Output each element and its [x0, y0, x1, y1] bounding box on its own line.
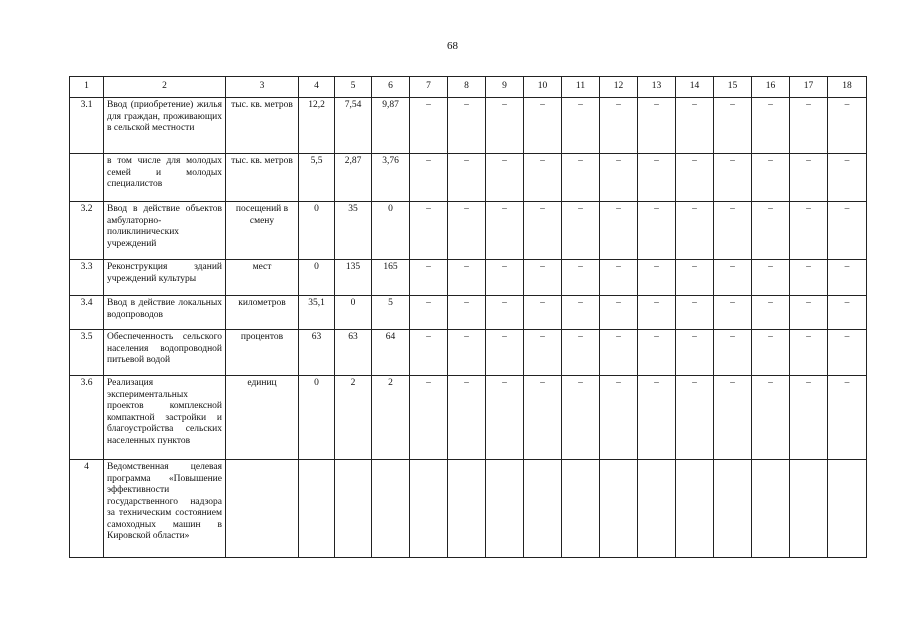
column-header: 4 [299, 77, 335, 98]
dash-cell: – [524, 330, 562, 376]
row-number-cell: 3.2 [70, 202, 104, 260]
dash-cell: – [790, 202, 828, 260]
value-cell: 7,54 [335, 98, 372, 154]
dash-cell: – [448, 98, 486, 154]
table-row [70, 296, 867, 330]
dash-cell: – [524, 260, 562, 296]
dash-cell: – [600, 202, 638, 260]
dash-cell: – [676, 296, 714, 330]
page-number: 68 [447, 40, 458, 52]
column-header: 16 [752, 77, 790, 98]
dash-cell: – [562, 202, 600, 260]
value-cell: 0 [335, 296, 372, 330]
table-row [70, 202, 867, 260]
column-header: 3 [226, 77, 299, 98]
dash-cell: – [562, 330, 600, 376]
indicator-name-cell: Реализация экспериментальных проектов комплексной компактной застройки и благоустройства сельских населенных пунктов [104, 376, 226, 460]
dash-cell: – [410, 202, 448, 260]
dash-cell: – [562, 296, 600, 330]
unit-cell: мест [226, 260, 299, 296]
value-cell: 0 [372, 202, 410, 260]
dash-cell: – [752, 330, 790, 376]
dash-cell: – [410, 330, 448, 376]
dash-cell [486, 460, 524, 558]
dash-cell: – [676, 260, 714, 296]
table-body [70, 98, 867, 558]
column-header: 18 [828, 77, 867, 98]
dash-cell: – [524, 296, 562, 330]
dash-cell: – [524, 202, 562, 260]
dash-cell: – [562, 154, 600, 202]
table-row [70, 460, 867, 558]
dash-cell: – [448, 376, 486, 460]
unit-cell [226, 460, 299, 558]
table-row [70, 330, 867, 376]
dash-cell: – [790, 296, 828, 330]
value-cell: 2 [335, 376, 372, 460]
dash-cell: – [714, 98, 752, 154]
value-cell: 135 [335, 260, 372, 296]
indicators-table [69, 76, 867, 558]
dash-cell: – [638, 330, 676, 376]
column-header: 7 [410, 77, 448, 98]
dash-cell: – [638, 98, 676, 154]
value-cell [335, 460, 372, 558]
dash-cell: – [410, 98, 448, 154]
value-cell [372, 460, 410, 558]
dash-cell: – [524, 154, 562, 202]
column-header: 8 [448, 77, 486, 98]
dash-cell: – [486, 154, 524, 202]
dash-cell [638, 460, 676, 558]
dash-cell: – [752, 260, 790, 296]
dash-cell [714, 460, 752, 558]
dash-cell: – [676, 154, 714, 202]
dash-cell: – [790, 154, 828, 202]
column-header: 1 [70, 77, 104, 98]
value-cell: 63 [299, 330, 335, 376]
dash-cell: – [790, 98, 828, 154]
unit-cell: посещений в смену [226, 202, 299, 260]
value-cell [299, 460, 335, 558]
table-row [70, 98, 867, 154]
value-cell: 0 [299, 260, 335, 296]
dash-cell: – [828, 98, 867, 154]
dash-cell: – [638, 376, 676, 460]
value-cell: 12,2 [299, 98, 335, 154]
dash-cell: – [600, 98, 638, 154]
dash-cell: – [790, 330, 828, 376]
unit-cell: километров [226, 296, 299, 330]
table-row [70, 376, 867, 460]
dash-cell: – [486, 330, 524, 376]
value-cell: 9,87 [372, 98, 410, 154]
unit-cell: тыс. кв. метров [226, 154, 299, 202]
table-row [70, 260, 867, 296]
dash-cell: – [638, 154, 676, 202]
column-header: 12 [600, 77, 638, 98]
dash-cell: – [752, 376, 790, 460]
dash-cell: – [790, 376, 828, 460]
column-header: 15 [714, 77, 752, 98]
dash-cell: – [410, 154, 448, 202]
dash-cell: – [676, 376, 714, 460]
dash-cell: – [486, 98, 524, 154]
indicator-name-cell: в том числе для молодых семей и молодых специалистов [104, 154, 226, 202]
dash-cell: – [600, 376, 638, 460]
dash-cell [676, 460, 714, 558]
value-cell: 3,76 [372, 154, 410, 202]
dash-cell: – [828, 260, 867, 296]
dash-cell: – [562, 376, 600, 460]
row-number-cell [70, 154, 104, 202]
dash-cell [828, 460, 867, 558]
dash-cell: – [828, 296, 867, 330]
dash-cell: – [676, 202, 714, 260]
dash-cell [410, 460, 448, 558]
dash-cell: – [828, 154, 867, 202]
value-cell: 5 [372, 296, 410, 330]
header-row [70, 77, 867, 98]
value-cell: 64 [372, 330, 410, 376]
dash-cell: – [714, 330, 752, 376]
row-number-cell: 4 [70, 460, 104, 558]
indicator-name-cell: Реконструкция зданий учреждений культуры [104, 260, 226, 296]
column-header: 17 [790, 77, 828, 98]
column-header: 5 [335, 77, 372, 98]
dash-cell: – [828, 376, 867, 460]
dash-cell: – [562, 98, 600, 154]
indicator-name-cell: Ведомственная целевая программа «Повышение эффективности государственного надзора за техническим состоянием самоходных машин в Кировской области» [104, 460, 226, 558]
dash-cell: – [752, 202, 790, 260]
dash-cell: – [752, 154, 790, 202]
indicator-name-cell: Обеспеченность сельского населения водопроводной питьевой водой [104, 330, 226, 376]
dash-cell: – [638, 202, 676, 260]
dash-cell: – [600, 296, 638, 330]
dash-cell: – [790, 260, 828, 296]
dash-cell: – [486, 202, 524, 260]
dash-cell: – [448, 296, 486, 330]
unit-cell: единиц [226, 376, 299, 460]
dash-cell: – [714, 202, 752, 260]
table-row [70, 154, 867, 202]
dash-cell: – [486, 376, 524, 460]
dash-cell: – [562, 260, 600, 296]
column-header: 11 [562, 77, 600, 98]
column-header: 2 [104, 77, 226, 98]
dash-cell: – [600, 260, 638, 296]
dash-cell [790, 460, 828, 558]
value-cell: 2,87 [335, 154, 372, 202]
dash-cell: – [524, 98, 562, 154]
dash-cell: – [486, 296, 524, 330]
value-cell: 0 [299, 376, 335, 460]
dash-cell [524, 460, 562, 558]
row-number-cell: 3.6 [70, 376, 104, 460]
column-header: 10 [524, 77, 562, 98]
dash-cell: – [828, 202, 867, 260]
column-header: 13 [638, 77, 676, 98]
dash-cell: – [448, 202, 486, 260]
dash-cell [752, 460, 790, 558]
value-cell: 0 [299, 202, 335, 260]
value-cell: 35,1 [299, 296, 335, 330]
dash-cell: – [600, 154, 638, 202]
dash-cell: – [676, 98, 714, 154]
column-header: 14 [676, 77, 714, 98]
dash-cell: – [448, 330, 486, 376]
dash-cell: – [638, 260, 676, 296]
dash-cell: – [524, 376, 562, 460]
dash-cell: – [448, 260, 486, 296]
value-cell: 165 [372, 260, 410, 296]
dash-cell: – [410, 376, 448, 460]
dash-cell: – [600, 330, 638, 376]
column-header: 9 [486, 77, 524, 98]
indicator-name-cell: Ввод в действие объектов амбулаторно-поликлинических учреждений [104, 202, 226, 260]
dash-cell: – [828, 330, 867, 376]
dash-cell: – [638, 296, 676, 330]
dash-cell: – [676, 330, 714, 376]
dash-cell: – [410, 260, 448, 296]
dash-cell: – [714, 296, 752, 330]
row-number-cell: 3.4 [70, 296, 104, 330]
dash-cell: – [752, 98, 790, 154]
unit-cell: процентов [226, 330, 299, 376]
column-header: 6 [372, 77, 410, 98]
dash-cell: – [714, 260, 752, 296]
value-cell: 5,5 [299, 154, 335, 202]
dash-cell: – [752, 296, 790, 330]
row-number-cell: 3.1 [70, 98, 104, 154]
dash-cell: – [486, 260, 524, 296]
dash-cell: – [448, 154, 486, 202]
row-number-cell: 3.3 [70, 260, 104, 296]
dash-cell [600, 460, 638, 558]
value-cell: 2 [372, 376, 410, 460]
dash-cell [448, 460, 486, 558]
row-number-cell: 3.5 [70, 330, 104, 376]
indicator-name-cell: Ввод (приобретение) жилья для граждан, проживающих в сельской местности [104, 98, 226, 154]
value-cell: 63 [335, 330, 372, 376]
dash-cell: – [714, 154, 752, 202]
dash-cell: – [714, 376, 752, 460]
dash-cell [562, 460, 600, 558]
value-cell: 35 [335, 202, 372, 260]
dash-cell: – [410, 296, 448, 330]
indicator-name-cell: Ввод в действие локальных водопроводов [104, 296, 226, 330]
unit-cell: тыс. кв. метров [226, 98, 299, 154]
